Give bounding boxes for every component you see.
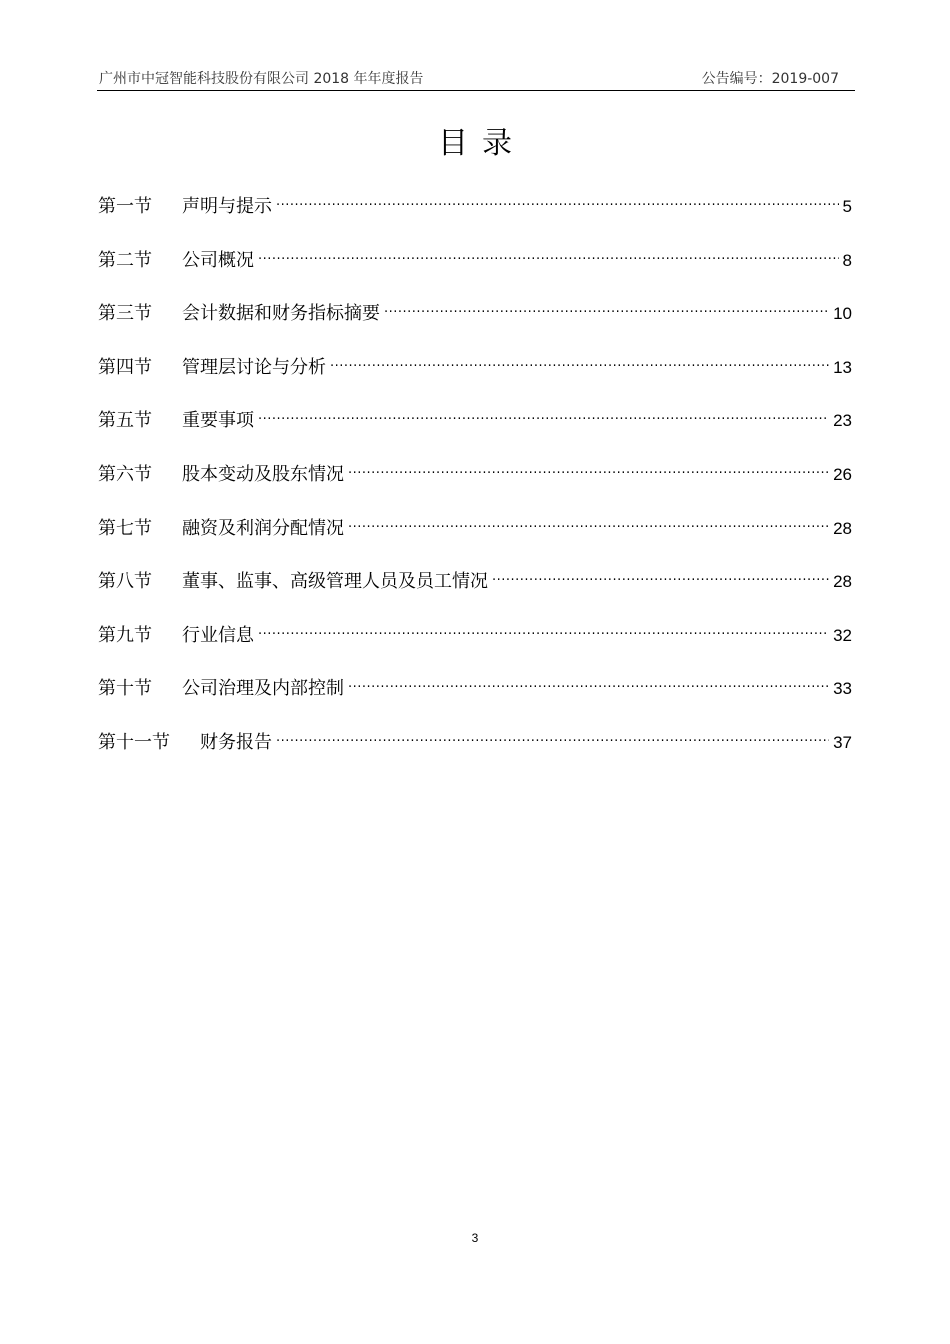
- toc-section-number: 第八节: [98, 571, 152, 593]
- toc-section-title: 行业信息: [182, 624, 254, 646]
- toc-page-number: 26: [833, 464, 852, 484]
- toc-section-title: 公司概况: [182, 249, 254, 271]
- toc-entry[interactable]: [98, 299, 852, 353]
- toc-leader-dots: [276, 732, 829, 750]
- toc-section-title: 声明与提示: [182, 196, 272, 217]
- toc-page-number: 32: [833, 625, 852, 645]
- toc-section-number: 第十一节: [98, 731, 170, 753]
- toc-page-number: 28: [833, 572, 852, 592]
- toc-entry[interactable]: [98, 514, 852, 568]
- toc-section-number: 第五节: [98, 410, 152, 432]
- page-header: [97, 64, 855, 91]
- toc-section-title: 融资及利润分配情况: [182, 517, 344, 539]
- toc-page-number: 28: [833, 518, 852, 538]
- toc-entry[interactable]: [98, 567, 852, 621]
- toc-page-number: 8: [842, 250, 852, 270]
- toc-page-number: 5: [842, 197, 852, 216]
- toc-leader-dots: [348, 464, 829, 482]
- toc-page-number: 23: [833, 411, 852, 431]
- toc-section-number: 第四节: [98, 356, 152, 378]
- toc-entry[interactable]: [98, 192, 852, 246]
- table-of-contents: [98, 192, 852, 782]
- header-announcement-number: 公告编号：2019-007: [701, 71, 839, 87]
- toc-section-number: 第一节: [98, 196, 152, 217]
- toc-entry[interactable]: [98, 621, 852, 675]
- toc-entry[interactable]: [98, 406, 852, 460]
- toc-page-number: 10: [833, 304, 852, 324]
- toc-leader-dots: [258, 250, 839, 268]
- toc-section-number: 第二节: [98, 249, 152, 271]
- toc-section-number: 第七节: [98, 517, 152, 539]
- toc-leader-dots: [276, 196, 839, 214]
- toc-leader-dots: [258, 625, 829, 643]
- toc-section-title: 管理层讨论与分析: [182, 356, 326, 378]
- toc-page-number: 13: [833, 357, 852, 377]
- toc-page-number: 33: [833, 679, 852, 699]
- toc-entry[interactable]: [98, 674, 852, 728]
- toc-section-title: 公司治理及内部控制: [182, 678, 344, 700]
- toc-leader-dots: [330, 357, 829, 375]
- toc-title: 目录: [438, 126, 526, 161]
- toc-section-title: 财务报告: [200, 731, 272, 753]
- toc-entry[interactable]: [98, 246, 852, 300]
- toc-leader-dots: [384, 303, 829, 321]
- header-company-report: 广州市中冠智能科技股份有限公司 2018 年年度报告: [99, 71, 424, 87]
- toc-entry[interactable]: [98, 353, 852, 407]
- toc-section-title: 董事、监事、高级管理人员及员工情况: [182, 571, 488, 593]
- toc-section-number: 第九节: [98, 624, 152, 646]
- toc-entry[interactable]: [98, 728, 852, 782]
- toc-entry[interactable]: [98, 460, 852, 514]
- toc-section-number: 第六节: [98, 463, 152, 485]
- page-number: 3: [471, 1231, 479, 1245]
- toc-section-number: 第十节: [98, 678, 152, 700]
- toc-leader-dots: [348, 518, 829, 536]
- toc-section-title: 股本变动及股东情况: [182, 463, 344, 485]
- toc-section-title: 会计数据和财务指标摘要: [182, 303, 380, 325]
- toc-page-number: 37: [833, 732, 852, 752]
- toc-leader-dots: [258, 410, 829, 428]
- toc-section-title: 重要事项: [182, 410, 254, 432]
- toc-section-number: 第三节: [98, 303, 152, 325]
- toc-leader-dots: [348, 678, 829, 696]
- toc-leader-dots: [492, 571, 829, 589]
